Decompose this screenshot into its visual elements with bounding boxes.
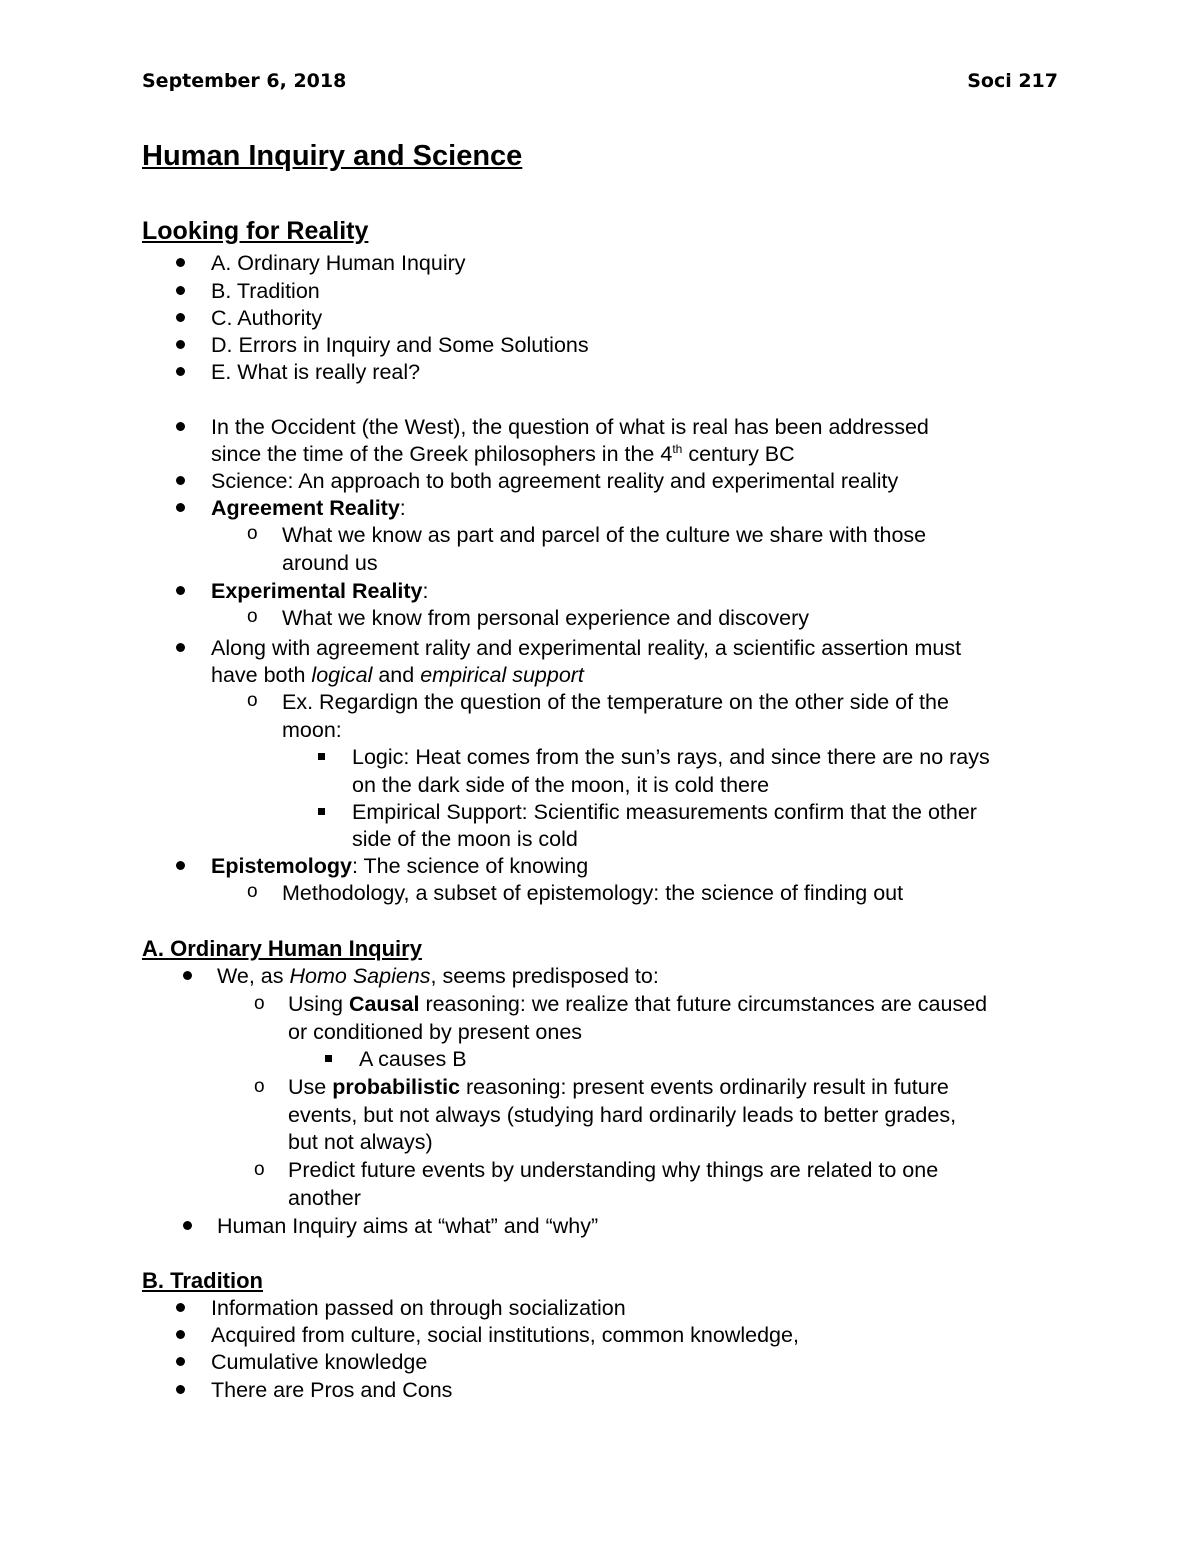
methodology-line: Methodology, a subset of epistemology: the science of finding out [282,881,904,905]
example-line-2: moon: [282,718,342,742]
bullet-dot [176,586,185,595]
bullet-dot [176,286,185,295]
empirical-line-2: side of the moon is cold [352,827,578,851]
empirical-line-1: Empirical Support: Scientific measurements confirm that the other [352,800,977,824]
tradition-item: Cumulative knowledge [211,1350,428,1374]
outline-item: D. Errors in Inquiry and Some Solutions [211,333,589,357]
section-heading-ordinary-human-inquiry: A. Ordinary Human Inquiry [142,936,422,961]
tradition-item: There are Pros and Cons [211,1378,453,1402]
bullet-dot [176,340,185,349]
bullet-dot [176,1330,185,1339]
bullet-dot [176,1385,185,1394]
section-heading-looking-for-reality: Looking for Reality [142,217,369,245]
along-line-2: have both logical and empirical support [211,663,584,687]
logic-line-2: on the dark side of the moon, it is cold there [352,773,770,797]
causal-line-2: or conditioned by present ones [288,1020,583,1044]
circle-bullet: o [254,1159,265,1180]
logic-line-1: Logic: Heat comes from the sun’s rays, and since there are no rays [352,745,990,769]
outline-item: C. Authority [211,306,323,330]
bullet-dot [176,861,185,870]
epistemology-line: Epistemology: The science of knowing [211,854,589,878]
circle-bullet: o [247,881,258,902]
outline-item: A. Ordinary Human Inquiry [211,251,466,275]
header-course: Soci 217 [967,70,1058,92]
agreement-sub-line-2: around us [282,551,378,575]
square-bullet [318,808,325,815]
occident-line-1: In the Occident (the West), the question of what is real has been addressed [211,415,929,439]
circle-bullet: o [247,606,258,627]
bullet-dot [176,643,185,652]
agreement-reality-line: Agreement Reality: [211,496,406,520]
circle-bullet: o [247,690,258,711]
bullet-dot [176,1357,185,1366]
section-heading-tradition: B. Tradition [142,1268,263,1293]
probabilistic-line-3: but not always) [288,1130,433,1154]
bullet-dot [176,1303,185,1312]
square-bullet [325,1055,332,1062]
outline-item: E. What is really real? [211,360,421,384]
bullet-dot [176,367,185,376]
experimental-sub-line: What we know from personal experience and discovery [282,606,810,630]
predict-line-2: another [288,1186,361,1210]
circle-bullet: o [254,993,265,1014]
tradition-item: Information passed on through socialization [211,1296,626,1320]
a-causes-b-line: A causes B [359,1047,467,1071]
probabilistic-line-2: events, but not always (studying hard ordinarily leads to better grades, [288,1103,957,1127]
bullet-dot [176,503,185,512]
page-title: Human Inquiry and Science [142,140,523,172]
bullet-dot [183,1221,192,1230]
bullet-dot [176,258,185,267]
causal-line-1: Using Causal reasoning: we realize that future circumstances are caused [288,992,988,1016]
science-line: Science: An approach to both agreement reality and experimental reality [211,469,899,493]
occident-line-2: since the time of the Greek philosophers in the 4th century BC [211,441,795,466]
bullet-dot [183,971,192,980]
bullet-dot [176,313,185,322]
circle-bullet: o [247,523,258,544]
circle-bullet: o [254,1076,265,1097]
aims-line: Human Inquiry aims at “what” and “why” [217,1214,599,1238]
tradition-item: Acquired from culture, social institutions, common knowledge, [211,1323,799,1347]
along-line-1: Along with agreement rality and experimental reality, a scientific assertion must [211,636,962,660]
probabilistic-line-1: Use probabilistic reasoning: present events ordinarily result in future [288,1075,949,1099]
example-line-1: Ex. Regardign the question of the temperature on the other side of the [282,690,949,714]
bullet-dot [176,422,185,431]
predict-line-1: Predict future events by understanding why things are related to one [288,1158,939,1182]
square-bullet [318,753,325,760]
bullet-dot [176,476,185,485]
agreement-sub-line-1: What we know as part and parcel of the culture we share with those [282,523,927,547]
outline-item: B. Tradition [211,279,320,303]
experimental-reality-line: Experimental Reality: [211,579,429,603]
header-date: September 6, 2018 [142,70,347,92]
homo-sapiens-line: We, as Homo Sapiens, seems predisposed to: [217,964,659,988]
